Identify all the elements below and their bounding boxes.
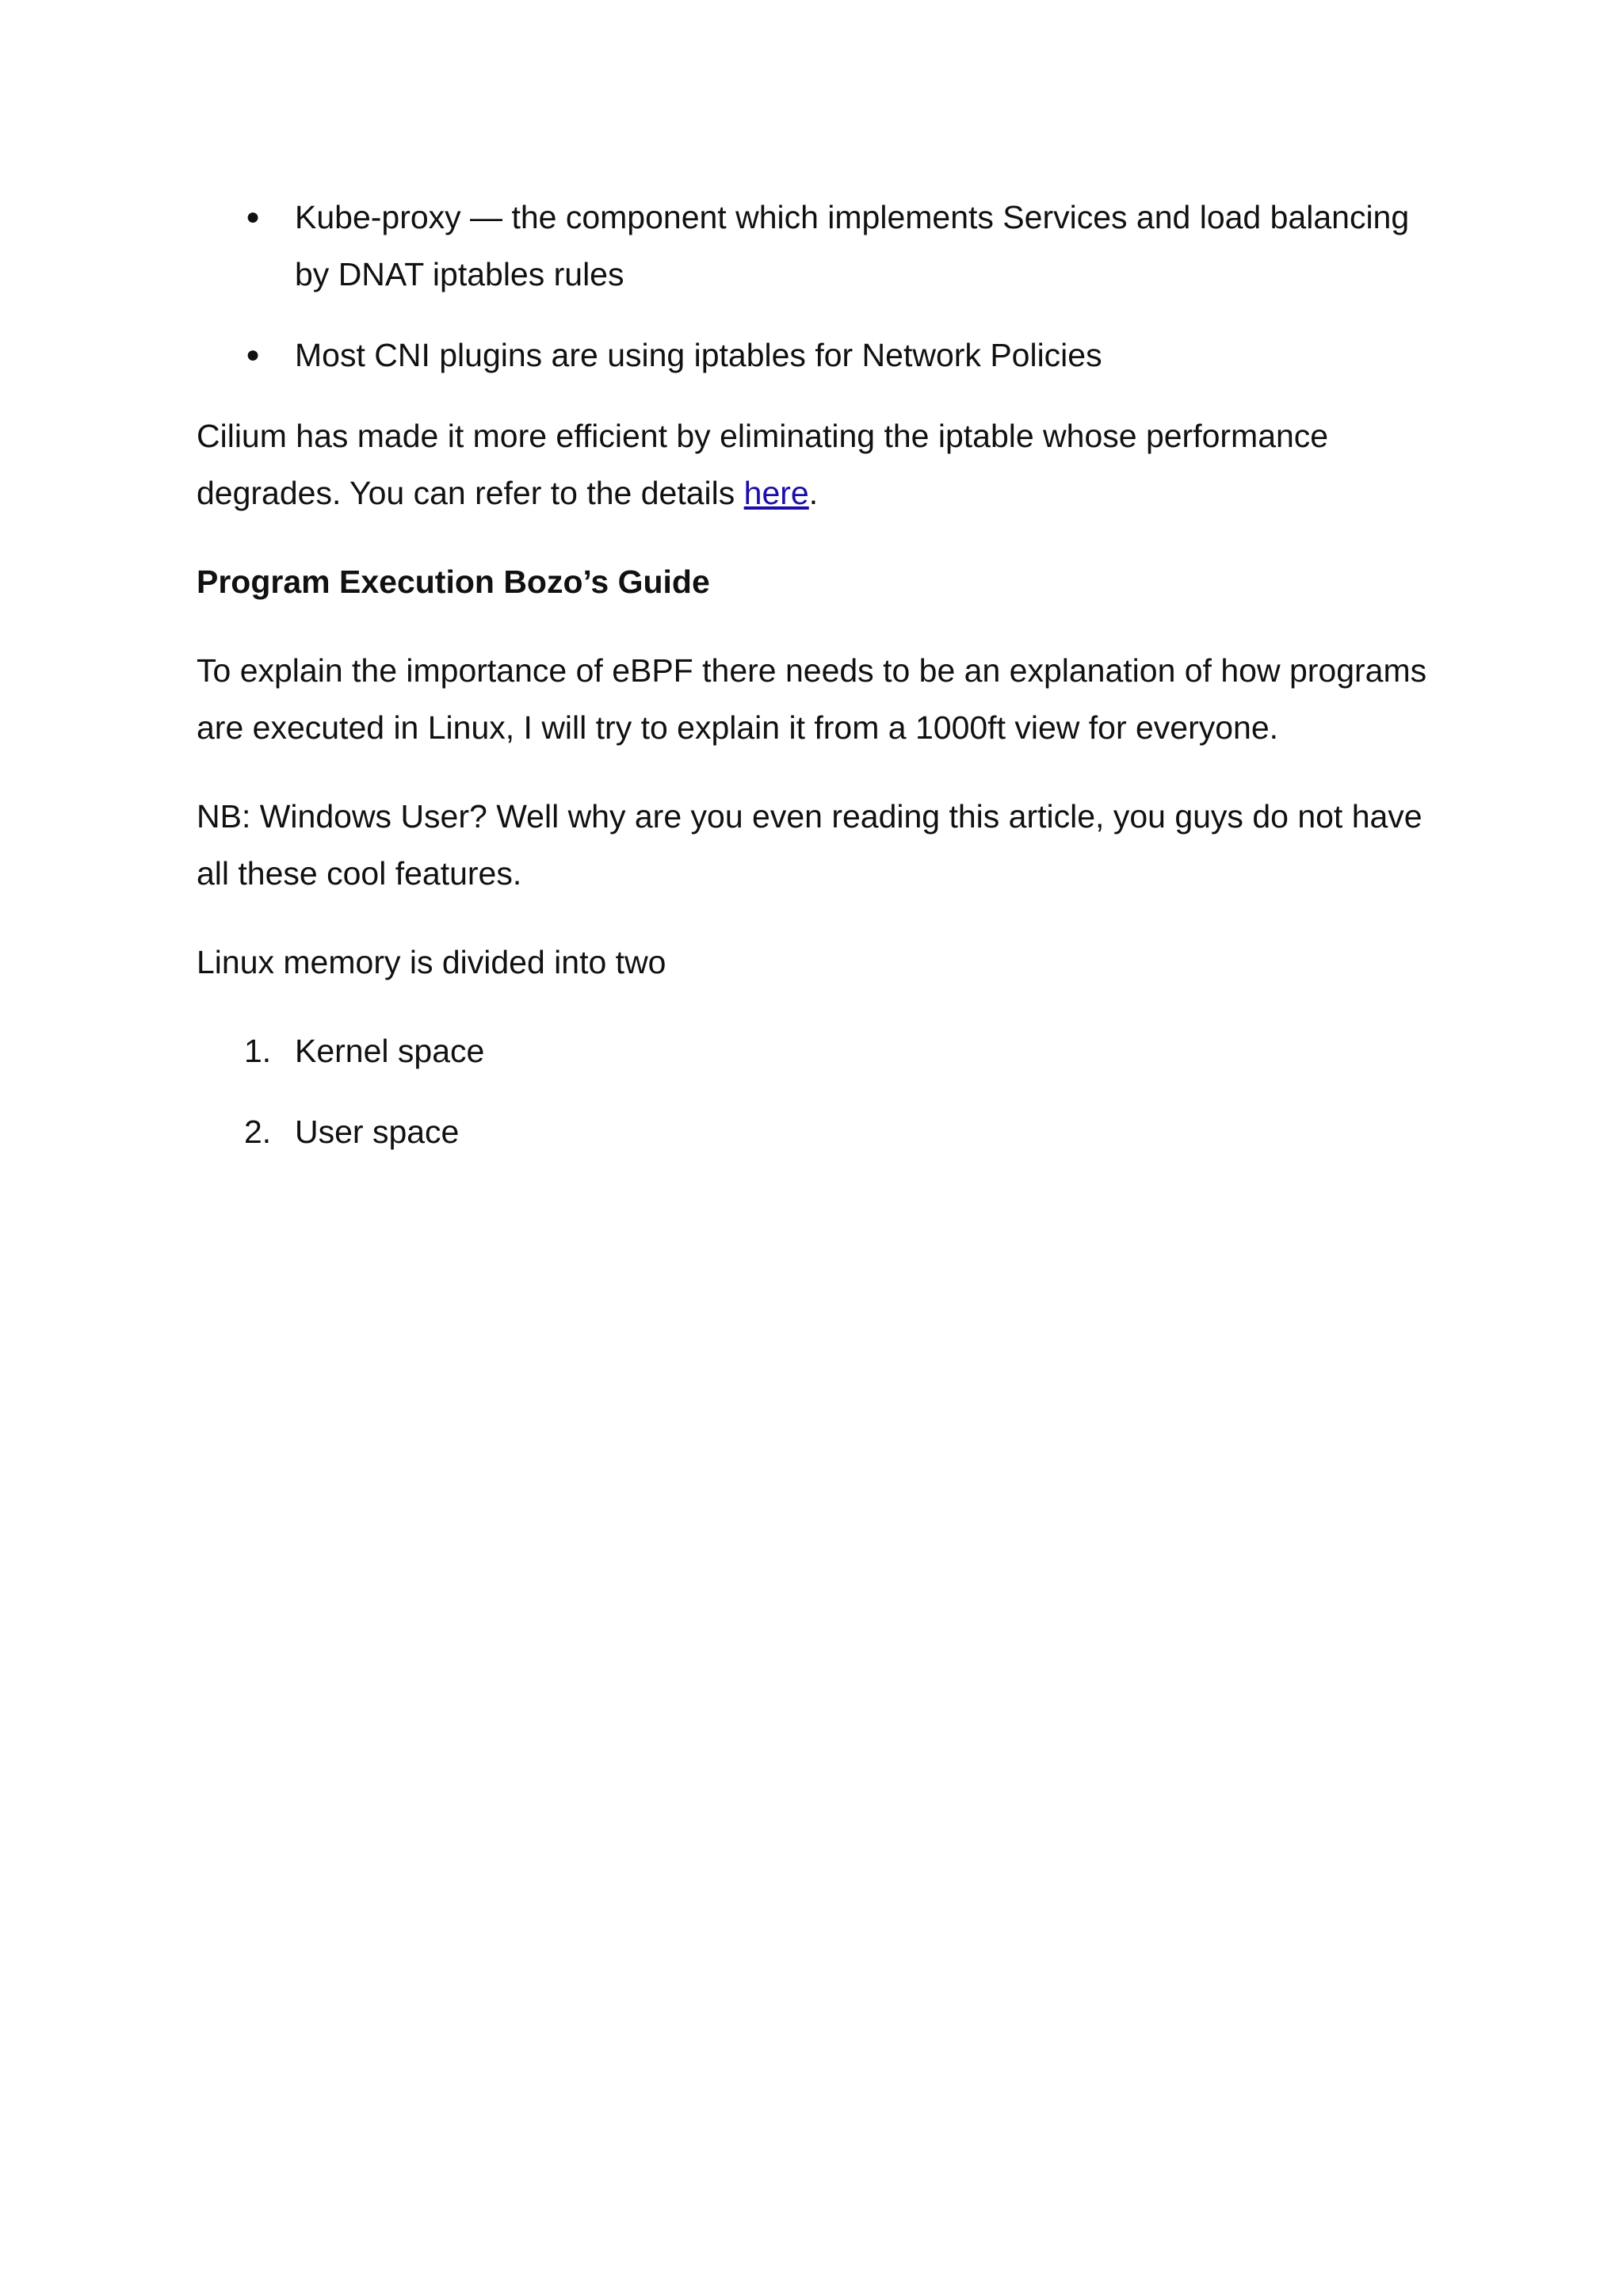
numbered-item	[197, 1022, 1433, 1079]
bullet-text: Kube-proxy — the component which implements Services and load balancing by DNAT iptables rules	[295, 199, 1410, 292]
paragraph-cilium	[197, 407, 1433, 521]
bullet-item	[197, 327, 1433, 384]
document-content	[197, 189, 1433, 1184]
numbered-item-text: Kernel space	[295, 1033, 485, 1069]
numbered-item	[197, 1103, 1433, 1160]
paragraph-nb: NB: Windows User? Well why are you even reading this article, you guys do not have all these cool features.	[197, 798, 1423, 892]
bullet-text: Most CNI plugins are using iptables for Network Policies	[295, 337, 1102, 373]
here-link[interactable]: here	[743, 475, 809, 511]
numbered-list	[197, 1022, 1433, 1160]
section-heading: Program Execution Bozo’s Guide	[197, 563, 710, 600]
bullet-icon: ●	[246, 204, 261, 230]
list-number: 2.	[244, 1114, 272, 1150]
paragraph-memory: Linux memory is divided into two	[197, 944, 666, 980]
bullet-icon: ●	[246, 342, 261, 368]
list-number: 1.	[244, 1033, 272, 1069]
paragraph-cilium-end: .	[808, 475, 819, 511]
numbered-item-text: User space	[295, 1114, 460, 1150]
paragraph-explain: To explain the importance of eBPF there needs to be an explanation of how programs are executed in Linux, I will try to explain it from a 1000ft view for everyone.	[197, 652, 1427, 746]
paragraph-cilium-text: Cilium has made it more efficient by eliminating the iptable whose performance degrades. You can refer to the details	[197, 418, 1329, 511]
bullet-list	[197, 189, 1433, 384]
bullet-item	[197, 189, 1433, 303]
